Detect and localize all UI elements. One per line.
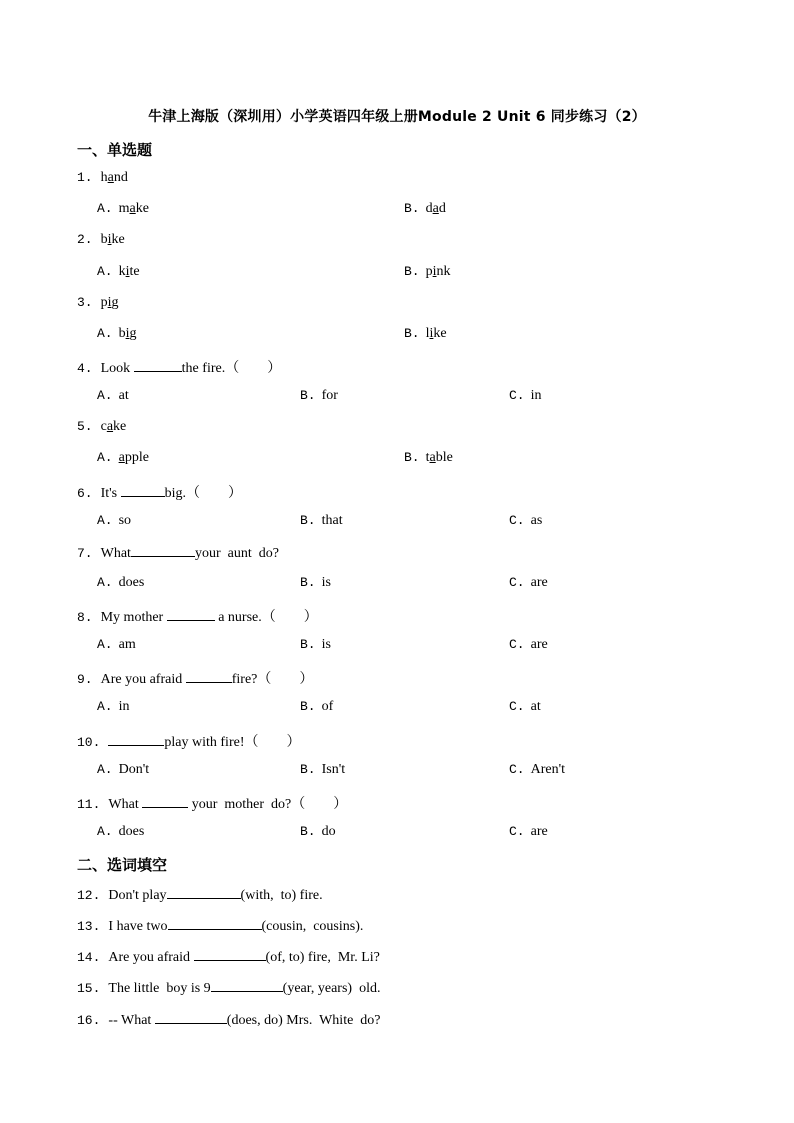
text-fragment: your aunt do? — [194, 546, 279, 561]
question-7 — [77, 544, 279, 562]
text-fragment: A. — [97, 201, 113, 216]
answer-blank[interactable] — [121, 484, 165, 497]
text-fragment: the fire.（ ） — [181, 361, 282, 376]
option-b[interactable] — [300, 762, 345, 778]
text-fragment: B. — [404, 201, 420, 216]
text-fragment: ke — [113, 419, 127, 434]
text-fragment: What — [100, 546, 131, 561]
text-fragment: that — [321, 513, 343, 528]
text-fragment: C. — [509, 699, 525, 714]
text-fragment: i — [107, 295, 112, 310]
question-number: 6. — [77, 486, 93, 501]
section-heading-fill-blank: 二、选词填空 — [77, 856, 168, 874]
text-fragment: ble — [435, 450, 453, 465]
question-number: 2. — [77, 232, 93, 247]
text-fragment: l — [425, 326, 430, 341]
text-fragment: i — [429, 326, 434, 341]
option-a[interactable] — [97, 762, 149, 778]
option-b[interactable] — [300, 388, 338, 404]
answer-blank[interactable] — [167, 608, 215, 621]
text-fragment: ke — [111, 232, 125, 247]
text-fragment: a — [107, 170, 114, 185]
text-fragment: A. — [97, 637, 113, 652]
question-number: 10. — [77, 735, 101, 750]
text-fragment: in — [530, 388, 542, 403]
text-fragment: of — [321, 699, 334, 714]
question-10 — [77, 731, 301, 751]
text-fragment: C. — [509, 575, 525, 590]
option-c[interactable] — [509, 513, 542, 529]
text-fragment: A. — [97, 762, 113, 777]
text-fragment: B. — [404, 450, 420, 465]
page-title: 牛津上海版（深圳用）小学英语四年级上册Module 2 Unit 6 同步练习（2） — [148, 109, 646, 125]
answer-blank[interactable] — [168, 917, 262, 930]
text-fragment: t — [425, 450, 430, 465]
option-a[interactable] — [97, 450, 149, 466]
question-11 — [77, 793, 347, 813]
text-fragment: B. — [300, 824, 316, 839]
option-a[interactable] — [97, 637, 136, 653]
question-number: 5. — [77, 419, 93, 434]
option-b[interactable] — [404, 264, 451, 280]
text-fragment: c — [100, 419, 107, 434]
question-4 — [77, 357, 281, 377]
text-fragment: A. — [97, 388, 113, 403]
option-a[interactable] — [97, 575, 144, 591]
text-fragment: What — [108, 797, 143, 812]
text-fragment: Are you afraid — [100, 672, 186, 687]
text-fragment: does — [118, 824, 145, 839]
option-a[interactable] — [97, 388, 129, 404]
question-15 — [77, 979, 380, 997]
text-fragment: your mother do?（ ） — [188, 797, 348, 812]
text-fragment: Are you afraid — [108, 950, 194, 965]
answer-blank[interactable] — [142, 795, 188, 808]
text-fragment: b — [118, 326, 126, 341]
text-fragment: d — [438, 201, 446, 216]
answer-blank[interactable] — [211, 979, 283, 992]
text-fragment: at — [118, 388, 129, 403]
question-number: 13. — [77, 919, 101, 934]
option-a[interactable] — [97, 201, 149, 217]
text-fragment: C. — [509, 637, 525, 652]
question-5 — [77, 419, 126, 435]
text-fragment: i — [125, 326, 130, 341]
text-fragment: B. — [300, 762, 316, 777]
option-b[interactable] — [300, 575, 331, 591]
text-fragment: am — [118, 637, 136, 652]
text-fragment: b — [100, 232, 108, 247]
text-fragment: (with, to) fire. — [240, 888, 323, 903]
text-fragment: i — [107, 232, 112, 247]
text-fragment: B. — [300, 513, 316, 528]
text-fragment: g — [111, 295, 119, 310]
question-12 — [77, 886, 323, 904]
option-c[interactable] — [509, 575, 548, 591]
text-fragment: A. — [97, 450, 113, 465]
text-fragment: d — [425, 201, 433, 216]
question-number: 1. — [77, 170, 93, 185]
text-fragment: for — [321, 388, 338, 403]
option-b[interactable] — [404, 201, 446, 217]
text-fragment: A. — [97, 575, 113, 590]
question-2 — [77, 232, 125, 248]
text-fragment: fire?（ ） — [231, 672, 314, 687]
answer-blank[interactable] — [155, 1011, 227, 1024]
answer-blank[interactable] — [131, 544, 195, 557]
text-fragment: is — [321, 575, 331, 590]
option-b[interactable] — [300, 513, 343, 529]
text-fragment: i — [432, 264, 437, 279]
option-c[interactable] — [509, 699, 541, 715]
text-fragment: It's — [100, 486, 121, 501]
option-b[interactable] — [300, 699, 333, 715]
text-fragment: A. — [97, 264, 113, 279]
text-fragment: pple — [124, 450, 149, 465]
text-fragment: A. — [97, 326, 113, 341]
option-a[interactable] — [97, 326, 137, 342]
text-fragment: g — [129, 326, 137, 341]
text-fragment: A. — [97, 824, 113, 839]
question-8 — [77, 606, 318, 626]
option-b[interactable] — [404, 450, 453, 466]
question-number: 4. — [77, 361, 93, 376]
text-fragment: as — [530, 513, 543, 528]
text-fragment: so — [118, 513, 132, 528]
text-fragment: Isn't — [321, 762, 346, 777]
question-number: 14. — [77, 950, 101, 965]
text-fragment: are — [530, 637, 548, 652]
text-fragment: does — [118, 575, 145, 590]
question-14 — [77, 948, 380, 966]
text-fragment: p — [425, 264, 433, 279]
text-fragment: Don't — [118, 762, 150, 777]
text-fragment: B. — [300, 637, 316, 652]
option-a[interactable] — [97, 513, 131, 529]
option-a[interactable] — [97, 699, 130, 715]
text-fragment: i — [125, 264, 130, 279]
option-c[interactable] — [509, 637, 548, 653]
option-a[interactable] — [97, 824, 144, 840]
text-fragment: a nurse.（ ） — [214, 610, 318, 625]
text-fragment: C. — [509, 388, 525, 403]
text-fragment: in — [118, 699, 130, 714]
option-c[interactable] — [509, 388, 542, 404]
question-1 — [77, 170, 128, 186]
text-fragment: nd — [113, 170, 128, 185]
answer-blank[interactable] — [108, 733, 164, 746]
question-number: 9. — [77, 672, 93, 687]
question-number: 15. — [77, 981, 101, 996]
text-fragment: -- What — [108, 1013, 155, 1028]
option-b[interactable] — [404, 326, 447, 342]
text-fragment: nk — [436, 264, 451, 279]
text-fragment: C. — [509, 762, 525, 777]
question-number: 8. — [77, 610, 93, 625]
option-a[interactable] — [97, 264, 140, 280]
text-fragment: are — [530, 575, 548, 590]
text-fragment: B. — [300, 388, 316, 403]
text-fragment: My mother — [100, 610, 167, 625]
text-fragment: at — [530, 699, 541, 714]
text-fragment: (cousin, cousins). — [261, 919, 364, 934]
text-fragment: A. — [97, 513, 113, 528]
answer-blank[interactable] — [186, 670, 232, 683]
text-fragment: k — [118, 264, 126, 279]
question-number: 12. — [77, 888, 101, 903]
text-fragment: h — [100, 170, 108, 185]
text-fragment: are — [530, 824, 548, 839]
text-fragment: ke — [433, 326, 447, 341]
question-number: 16. — [77, 1013, 101, 1028]
question-6 — [77, 482, 242, 502]
text-fragment: B. — [300, 699, 316, 714]
option-c[interactable] — [509, 762, 565, 778]
text-fragment: ke — [135, 201, 149, 216]
text-fragment: do — [321, 824, 336, 839]
question-13 — [77, 917, 363, 935]
question-3 — [77, 295, 119, 311]
text-fragment: a — [432, 201, 439, 216]
question-number: 3. — [77, 295, 93, 310]
text-fragment: p — [100, 295, 108, 310]
text-fragment: Look — [100, 361, 134, 376]
text-fragment: B. — [404, 326, 420, 341]
question-16 — [77, 1011, 381, 1029]
text-fragment: a — [429, 450, 436, 465]
text-fragment: B. — [300, 575, 316, 590]
answer-blank[interactable] — [194, 948, 266, 961]
option-b[interactable] — [300, 824, 336, 840]
text-fragment: Don't play — [108, 888, 167, 903]
question-number: 11. — [77, 797, 101, 812]
option-b[interactable] — [300, 637, 331, 653]
text-fragment: (does, do) Mrs. White do? — [226, 1013, 381, 1028]
text-fragment: B. — [404, 264, 420, 279]
section-heading-single-choice: 一、单选题 — [77, 141, 153, 159]
text-fragment: a — [118, 450, 125, 465]
text-fragment: I have two — [108, 919, 168, 934]
text-fragment: play with fire!（ ） — [164, 735, 301, 750]
text-fragment: a — [129, 201, 136, 216]
text-fragment: te — [129, 264, 140, 279]
answer-blank[interactable] — [134, 359, 182, 372]
answer-blank[interactable] — [167, 886, 241, 899]
text-fragment: (of, to) fire, Mr. Li? — [265, 950, 380, 965]
option-c[interactable] — [509, 824, 548, 840]
text-fragment: A. — [97, 699, 113, 714]
text-fragment: C. — [509, 513, 525, 528]
text-fragment: (year, years) old. — [282, 981, 381, 996]
text-fragment: a — [106, 419, 114, 434]
text-fragment: is — [321, 637, 331, 652]
text-fragment: C. — [509, 824, 525, 839]
question-9 — [77, 668, 313, 688]
text-fragment: m — [118, 201, 130, 216]
text-fragment: big.（ ） — [164, 486, 243, 501]
text-fragment: The little boy is 9 — [108, 981, 211, 996]
question-number: 7. — [77, 546, 93, 561]
text-fragment: Aren't — [530, 762, 566, 777]
